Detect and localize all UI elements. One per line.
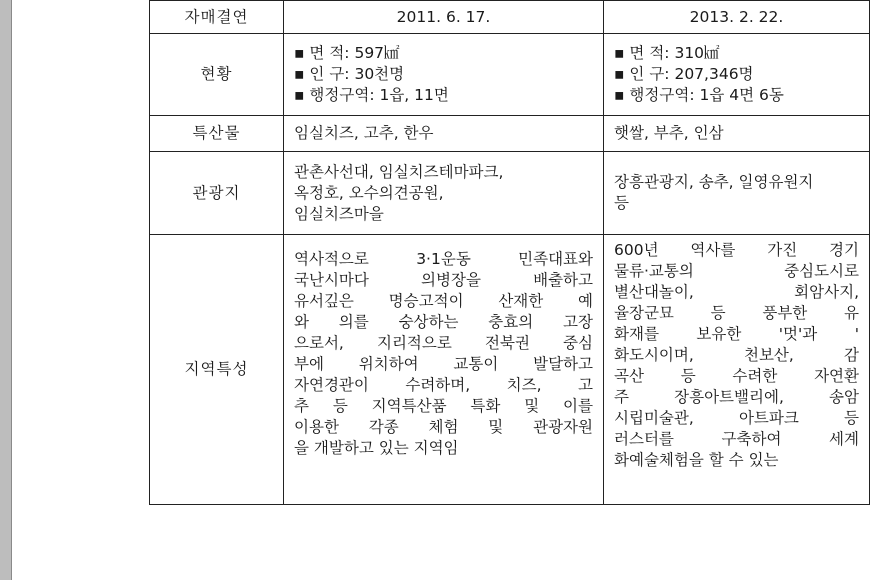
row-label: 자매결연 <box>150 1 284 34</box>
text-line: 으로서, 지리적으로 전북권 중심 <box>294 334 593 352</box>
text-line: 임실치즈마을 <box>294 204 384 223</box>
text-line: 옥정호, 오수의견공원, <box>294 183 444 202</box>
table-row <box>150 34 870 116</box>
viewer-left-margin <box>0 0 12 580</box>
text-line: 러스터를 구축하여 세계 <box>614 430 859 448</box>
specialty-cell-right: 햇쌀, 부추, 인삼 <box>604 116 870 152</box>
specialty-cell-left: 임실치즈, 고추, 한우 <box>284 116 604 152</box>
text-line: ▪ 행정구역: 1읍 4면 6동 <box>614 86 784 104</box>
text-line: ▪ 행정구역: 1읍, 11면 <box>294 86 449 104</box>
text-line: ▪ 인 구: 207,346명 <box>614 65 754 83</box>
date-cell-right: 2013. 2. 22. <box>604 1 870 34</box>
table-row <box>150 152 870 235</box>
text-line: 부에 위치하여 교통이 발달하고 <box>294 355 593 373</box>
region-characteristics-left <box>284 235 604 505</box>
text-line: 유서깊은 명승고적이 산재한 예 <box>294 292 593 310</box>
text-line: 화도시이며, 천보산, 감 <box>614 346 859 364</box>
text-line: 주 장흥아트밸리에, 송암 <box>614 388 859 406</box>
text-line: 율장군묘 등 풍부한 유 <box>614 304 859 322</box>
text-line: 추 등 지역특산품 특화 및 이를 <box>294 397 593 415</box>
date-cell-left: 2011. 6. 17. <box>284 1 604 34</box>
status-cell-left <box>284 34 604 116</box>
text-line: 관촌사선대, 임실치즈테마파크, <box>294 162 504 181</box>
text-line: ▪ 면 적: 310㎢ <box>614 44 720 62</box>
table-row <box>150 235 870 505</box>
sister-city-comparison-table <box>149 0 870 505</box>
tourist-cell-left <box>284 152 604 235</box>
text-line: 자연경관이 수려하며, 치즈, 고 <box>294 376 593 394</box>
table-row <box>150 116 870 152</box>
status-cell-right <box>604 34 870 116</box>
text-line: 역사적으로 3·1운동 민족대표와 <box>294 250 593 268</box>
text-line: 별산대놀이, 회암사지, <box>614 283 859 301</box>
text-line: 시립미술관, 아트파크 등 <box>614 409 859 427</box>
text-line: 600년 역사를 가진 경기 <box>614 241 859 259</box>
text-line: 국난시마다 의병장을 배출하고 <box>294 271 593 289</box>
text-line: ▪ 인 구: 30천명 <box>294 65 405 83</box>
row-label: 현황 <box>150 34 284 116</box>
row-label: 관광지 <box>150 152 284 235</box>
tourist-cell-right <box>604 152 870 235</box>
text-line: 등 <box>614 194 629 212</box>
text-line: 화재를 보유한 '멋'과 ' <box>614 325 859 343</box>
region-characteristics-right <box>604 235 870 505</box>
text-line: 장흥관광지, 송추, 일영유원지 <box>614 173 814 191</box>
text-line: 화예술체험을 할 수 있는 <box>614 451 779 469</box>
row-label: 지역특성 <box>150 235 284 505</box>
row-label: 특산물 <box>150 116 284 152</box>
text-line: 이용한 각종 체험 및 관광자원 <box>294 418 593 436</box>
table-row <box>150 1 870 34</box>
text-line: ▪ 면 적: 597㎢ <box>294 44 400 62</box>
text-line: 곡산 등 수려한 자연환 <box>614 367 859 385</box>
text-line: 와 의를 숭상하는 충효의 고장 <box>294 313 593 331</box>
text-line: 을 개발하고 있는 지역임 <box>294 439 459 457</box>
text-line: 물류·교통의 중심도시로 <box>614 262 859 280</box>
